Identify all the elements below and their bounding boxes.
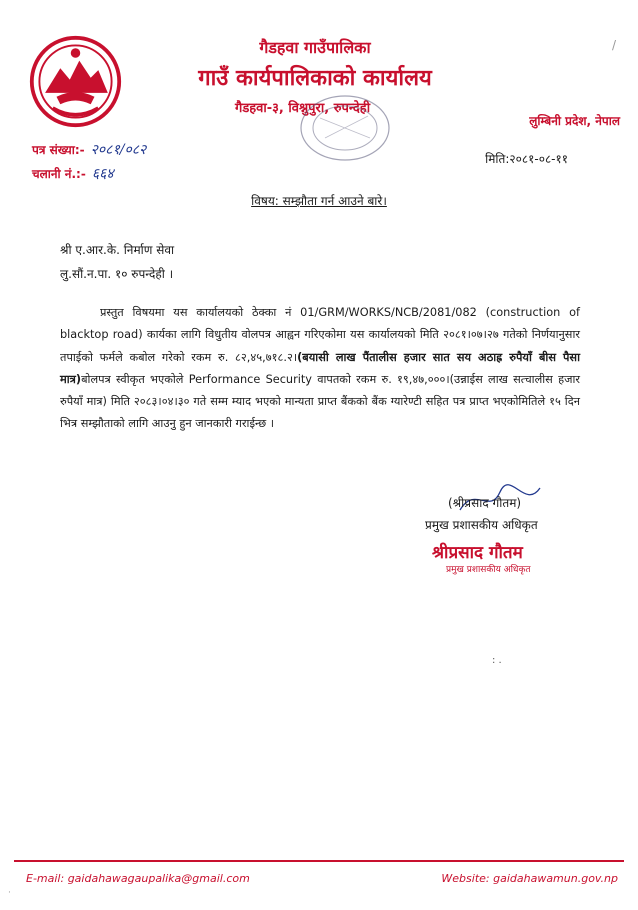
patra-label: पत्र संख्या:- (32, 143, 85, 157)
stray-marks: : . (492, 655, 502, 666)
chalani-row (32, 164, 146, 188)
body-part2: बोलपत्र स्वीकृत भएकोले Performance Security वापतको रकम रु. १९,४७,०००।(उन्नाईस लाख सत्चालीस हजार रुपैयाँ मात्र) मिति २०८३।०४।३० गते सम्म म्याद भएको मान्यता प्राप्त बैंकको बैंक ग्यारेण्टी सहित पत्र प्राप्त भएकोमितिले १५ दिन भित्र सम्झौताको लागि आउनु हुन जानकारी गराईन्छ । (60, 372, 580, 431)
footer-email: E-mail: gaidahawagaupalika@gmail.com (26, 872, 250, 885)
recipient-block (60, 238, 174, 286)
office-seal-stamp (290, 88, 400, 168)
signatory-stamp-name: श्रीप्रसाद गौतम (432, 543, 523, 563)
subject-text: विषय: सम्झौता गर्न आउने बारे। (251, 194, 387, 208)
margin-mark: · (8, 888, 11, 898)
signatory-name: (श्रीप्रसाद गौतम) (448, 496, 522, 510)
body-amount-words: (बयासी लाख पैंतालीस हजार सात सय अठाह्र रुपैयाँ बीस पैसा मात्र) (60, 350, 580, 386)
chalani-value: ६६४ (91, 166, 114, 182)
signatory-stamp-title: प्रमुख प्रशासकीय अधिकृत (446, 565, 531, 575)
signatory-title: प्रमुख प्रशासकीय अधिकृत (425, 518, 538, 532)
recipient-name: श्री ए.आर.के. निर्माण सेवा (60, 243, 175, 257)
office-name: गाउँ कार्यपालिकाको कार्यालय (198, 66, 432, 91)
recipient-address: लु.सौं.न.पा. १० रुपन्देही । (60, 267, 174, 281)
footer-divider (14, 860, 624, 862)
municipality-name: गैडहवा गाउँपालिका (259, 38, 371, 57)
reference-block (32, 140, 146, 188)
subject-line (0, 192, 638, 209)
patra-value: २०८१/०८२ (90, 142, 147, 158)
letter-body (60, 302, 580, 436)
chalani-label: चलानी नं.:- (32, 167, 86, 181)
body-part1: प्रस्तुत विषयमा यस कार्यालयको ठेक्का नं 01/GRM/WORKS/NCB/2081/082 (construction of blacktop road) कार्यका लागि विधुतीय वोलपत्र आह्वन गरिएकोमा यस कार्यालयको मिति २०८१।०७।२७ गतेको निर्णयानुसार तपाईको फर्मले कबोल गरेको रकम रु. ८२,४५,७१८.२। (60, 306, 580, 364)
letter-date: मिति:२०८१-०८-११ (485, 152, 568, 166)
patra-sankhya-row (32, 140, 146, 164)
nepal-emblem-icon (28, 34, 123, 129)
office-address: गैडहवा-३, विश्नुपुरा, रुपन्देही (235, 101, 371, 116)
province-label: लुम्बिनी प्रदेश, नेपाल (529, 114, 620, 128)
footer-website: Website: gaidahawamun.gov.np (441, 872, 618, 885)
corner-mark: / (611, 38, 616, 52)
